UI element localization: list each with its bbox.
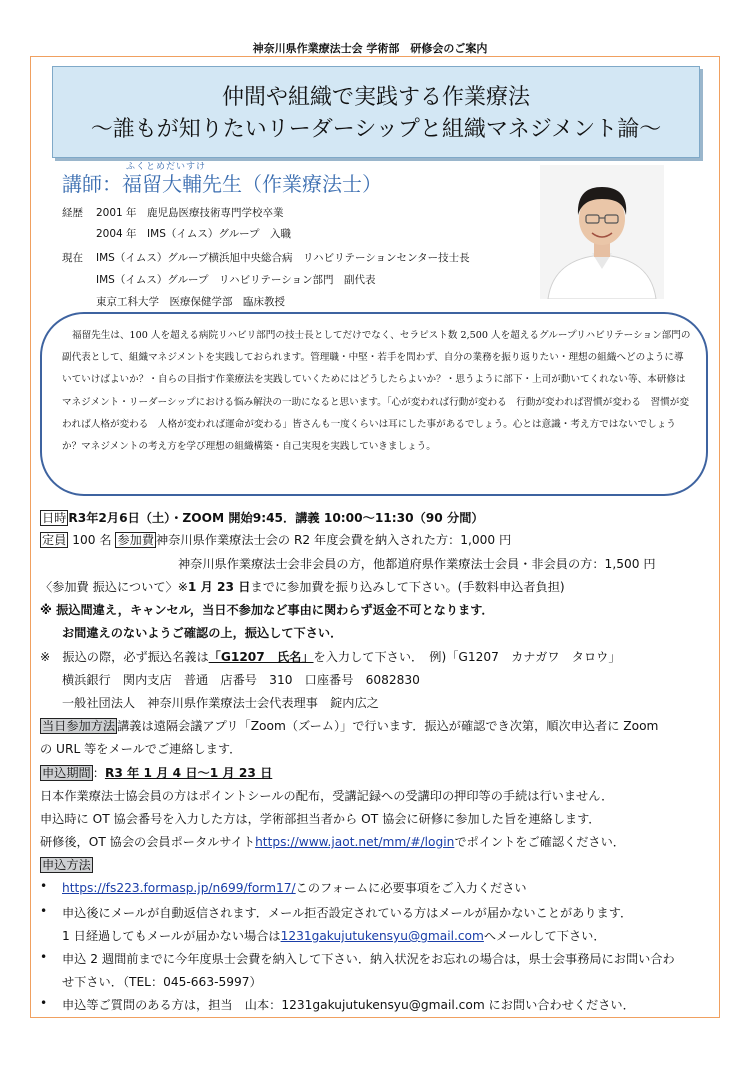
bank-account: 横浜銀行 関内支店 普通 店番号 310 口座番号 6082830 <box>62 673 420 687</box>
payment-heading: 〈参加費 振込について〉※ <box>40 580 188 594</box>
apply-item-3-b: せ下さい．（TEL：045-663-5997） <box>62 975 262 989</box>
lecturer-ruby: ふくとめだいすけ <box>126 162 207 172</box>
career-line-3: IMS（イムス）グループ横浜旭中央総合病 リハビリテーションセンター技士長 <box>96 252 470 264</box>
apply-item-4-text: 申込等ご質問のある方は，担当 山本：1231gakujutukensyu@gmail.com にお問い合わせください． <box>62 998 635 1012</box>
lecturer-photo <box>540 165 664 299</box>
career-line-1: 2001 年 鹿児島医療技術専門学校卒業 <box>96 207 284 219</box>
transfer-name-code: 「G1207 氏名」 <box>208 650 314 664</box>
page-header: 神奈川県作業療法士会 学術部 研修会のご案内 <box>252 42 488 55</box>
apply-item-4 <box>40 996 720 1013</box>
apply-item-1-text: このフォームに必要事項をご入力ください <box>295 881 527 895</box>
zoom-label: 当日参加方法 <box>42 719 116 733</box>
career-line-5: 東京工科大学 医療保健学部 臨床教授 <box>96 296 285 308</box>
transfer-name-row <box>40 648 621 665</box>
notes-row-3 <box>40 833 625 850</box>
portal-link[interactable]: https://www.jaot.net/mm/#/login <box>255 835 455 849</box>
notes-line-3-pre: 研修後，OT 協会の会員ポータルサイト <box>40 835 256 849</box>
apply-item-3-a: 申込 2 週間前までに今年度県士会費を納入して下さい．納入状況をお忘れの場合は，県士会事務局にお問い合わ <box>62 952 675 966</box>
apply-item-3 <box>40 950 720 967</box>
account-holder: 一般社団法人 神奈川県作業療法士会代表理事 錠内広之 <box>62 696 379 710</box>
payment-heading-row <box>40 578 565 595</box>
datetime-value: R3年2月6日（土）・ZOOM 開始9:45．講義 10:00～11:30（90 分間） <box>68 511 484 525</box>
apply-item-2 <box>40 904 720 921</box>
title-line-1: 仲間や組織で実践する作業療法 <box>221 85 530 110</box>
fee-member: 神奈川県作業療法士会の R2 年度会費を納入された方：1,000 円 <box>156 533 512 547</box>
transfer-name-post: を入力して下さい． 例)「G1207 カナガワ タロウ」 <box>313 650 621 664</box>
payment-heading-rest: までに参加費を振り込みして下さい。(手数料申込者負担) <box>250 580 565 594</box>
apply-label-text: 申込方法 <box>42 858 91 872</box>
career-line-2: 2004 年 IMS（イムス）グループ 入職 <box>96 228 292 240</box>
bullet: • <box>40 904 48 918</box>
form-link[interactable]: https://fs223.formasp.jp/n699/form17/ <box>62 881 296 895</box>
period-row <box>40 764 272 781</box>
payment-warning-1: ※ 振込間違え，キャンセル，当日不参加など事由に関わらず返金不可となります． <box>40 603 494 617</box>
zoom-row <box>40 717 658 734</box>
title-line-2: ～誰もが知りたいリーダーシップと組織マネジメント論～ <box>90 117 662 142</box>
notes-line-1: 日本作業療法士協会員の方はポイントシールの配布，受講記録への受講印の押印等の手続は行いません． <box>40 789 614 803</box>
notes-line-3-post: でポイントをご確認ください． <box>454 835 625 849</box>
fee-label: 参加費 <box>117 533 155 547</box>
period-value: R3 年 1 月 4 日～1 月 23 日 <box>104 766 273 780</box>
bullet: • <box>40 950 48 964</box>
apply-item-2-b-pre: 1 日経過してもメールが届かない場合は <box>62 929 281 943</box>
zoom-text-2: の URL 等をメールでご連絡します． <box>40 742 242 756</box>
career-label-1: 経歴 <box>62 207 83 219</box>
payment-deadline: 1 月 23 日 <box>187 580 251 594</box>
apply-item-2-a: 申込後にメールが自動返信されます．メール拒否設定されている方はメールが届かないことがあります． <box>62 906 633 920</box>
period-colon: ： <box>92 766 105 780</box>
fee-nonmember: 神奈川県作業療法士会非会員の方，他都道府県作業療法士会員・非会員の方：1,500 円 <box>178 557 656 571</box>
datetime-label: 日時 <box>42 511 67 525</box>
email-link[interactable]: 1231gakujutukensyu@gmail.com <box>280 929 484 943</box>
career-line-4: IMS（イムス）グループ リハビリテーション部門 副代表 <box>96 274 376 286</box>
period-label: 申込期間 <box>42 766 91 780</box>
capacity-row <box>40 531 511 548</box>
lecturer-name: 講師：福留大輔先生（作業療法士） <box>62 172 382 196</box>
payment-warning-2: お間違えのないようご確認の上，振込して下さい． <box>62 626 343 640</box>
transfer-name-pre: ※ 振込の際，必ず振込名義は <box>40 650 209 664</box>
zoom-text-1: 講義は遠隔会議アプリ「Zoom（ズーム）」で行います．振込が確認でき次第，順次申込者に Zoom <box>117 719 659 733</box>
career-label-2: 現在 <box>62 252 83 264</box>
bullet: • <box>40 996 48 1010</box>
description-text: 福留先生は、100 人を超える病院リハビリ部門の技士長としてだけでなく、セラピスト数 2,500 人を超えるグループリハビリテーション部門の副代表として、組織マネジメントを実践しておられます。管理職・中堅・若手を問わず、自分の業務を振り返りたい・理想の組織へどのように導いていけばよいか？・自らの目指す作業療法を実践していくためにはどうしたらよいか？・思うように部下・上司が動いてくれない等、本研修はマネジメント・リーダーシップにおける悩み解決の一助になると思います。「心が変われば行動が変わる 行動が変われば習慣が変わる 習慣が変われば人格が変わる 人格が変われば運命が変わる」皆さんも一度くらいは耳にした事があるでしょう。心とは意識・考え方ではないでしょうか？マネジメントの考え方を学び理想の組織構築・自己実現を実践していきましょう。 <box>62 330 691 453</box>
capacity-value: 100 名 <box>72 533 112 547</box>
notes-line-2: 申込時に OT 協会番号を入力した方は，学術部担当者から OT 協会に研修に参加した旨を連絡します． <box>40 812 601 826</box>
datetime-row <box>40 509 484 526</box>
apply-item-2-b <box>62 927 606 944</box>
apply-item-1 <box>40 879 720 896</box>
apply-label <box>40 856 93 873</box>
apply-item-2-b-post: へメールして下さい． <box>483 929 606 943</box>
bullet: • <box>40 879 48 893</box>
capacity-label: 定員 <box>42 533 67 547</box>
